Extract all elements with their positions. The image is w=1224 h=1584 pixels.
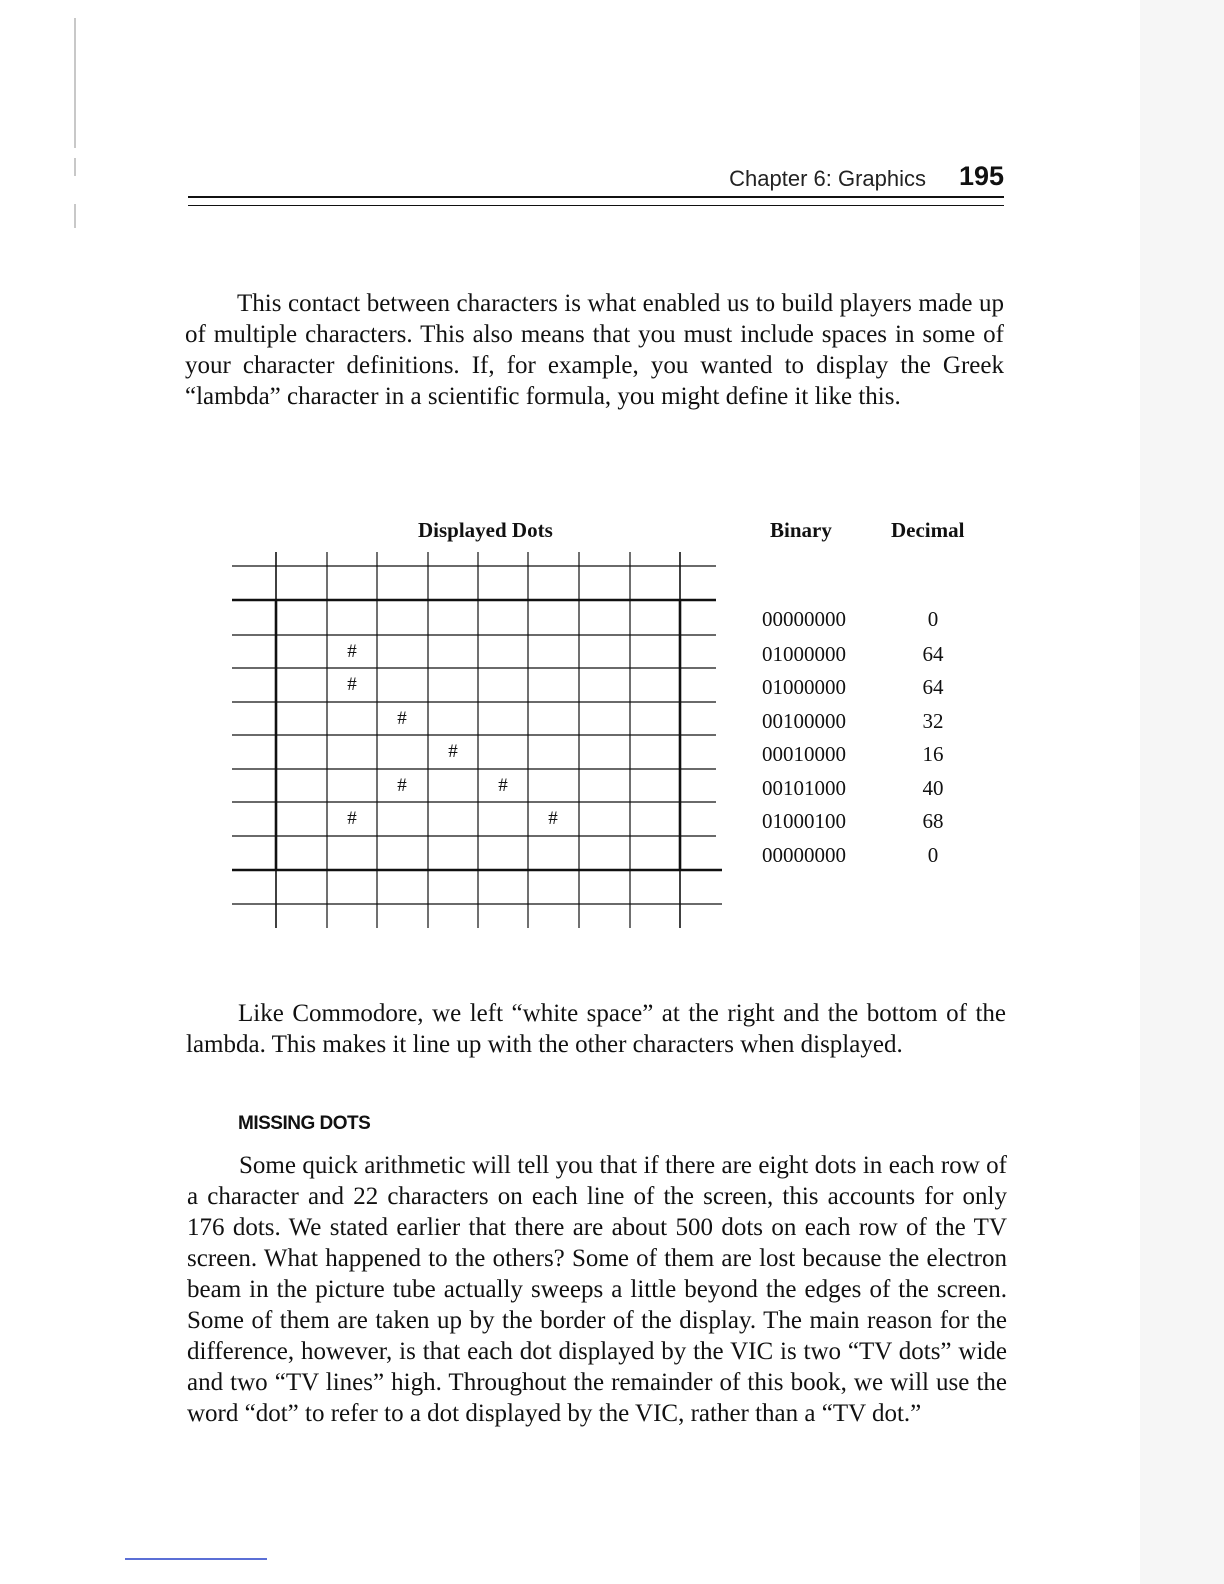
- decimal-label: Decimal: [891, 518, 965, 542]
- dot-mark: #: [347, 641, 357, 662]
- dot-mark: #: [397, 708, 407, 729]
- dot-mark: #: [347, 808, 357, 829]
- binary-value: 00000000: [762, 607, 846, 631]
- binary-value: 00000000: [762, 843, 846, 867]
- decimal-value: 64: [922, 675, 944, 699]
- binary-value: 01000100: [762, 809, 846, 833]
- decimal-value: 32: [922, 709, 944, 733]
- chapter-title: Chapter 6: Graphics: [729, 166, 926, 191]
- section-body: [187, 1150, 1007, 1429]
- dot-mark: #: [498, 775, 508, 796]
- decimal-value: 40: [922, 776, 944, 800]
- decimal-value: 64: [922, 642, 944, 666]
- binary-label: Binary: [770, 518, 832, 542]
- section-title: MISSING DOTS: [238, 1113, 371, 1134]
- section-body-text: Some quick arithmetic will tell you that if there are eight dots in each row of a character and 22 characters on each line of the screen, this accounts for only 176 dots. We stated earlier that there are about 500 dots on each row of the TV screen. What happened to the others? Some of them are lost because the electron beam in the picture tube actually sweeps a little beyond the edges of the screen. Some of them are taken up by the border of the display. The main reason for the difference, however, is that each dot displayed by the VIC is two “TV dots” wide and two “TV lines” high. Throughout the remainder of this book, we will use the word “dot” to refer to a dot displayed by the VIC, rather than a “TV dot.”: [187, 1152, 1007, 1427]
- binary-value: 00100000: [762, 709, 846, 733]
- footer-scan-mark: [125, 1558, 267, 1560]
- displayed-dots-label: Displayed Dots: [418, 518, 553, 542]
- dot-mark: #: [397, 775, 407, 796]
- dot-mark: #: [548, 808, 558, 829]
- after-figure-paragraph: [186, 998, 1006, 1060]
- binary-value: 01000000: [762, 642, 846, 666]
- binary-value: 01000000: [762, 675, 846, 699]
- decimal-value: 0: [927, 607, 939, 631]
- intro-paragraph-text: This contact between characters is what enabled us to build players made up of multiple characters. This also means that you must include spaces in some of your character definitions. If, for example, you wanted to display the Greek “lambda” character in a scientific formula, you might define it like this.: [185, 290, 1004, 410]
- decimal-value: 16: [922, 742, 944, 766]
- binary-value: 00101000: [762, 776, 846, 800]
- dot-mark: #: [347, 674, 357, 695]
- page-number: 195: [958, 161, 1004, 191]
- after-figure-paragraph-text: Like Commodore, we left “white space” at the right and the bottom of the lambda. This makes it line up with the other characters when displayed.: [186, 1000, 1006, 1058]
- decimal-value: 68: [922, 809, 944, 833]
- decimal-value: 0: [927, 843, 939, 867]
- dot-mark: #: [448, 741, 458, 762]
- binary-value: 00010000: [762, 742, 846, 766]
